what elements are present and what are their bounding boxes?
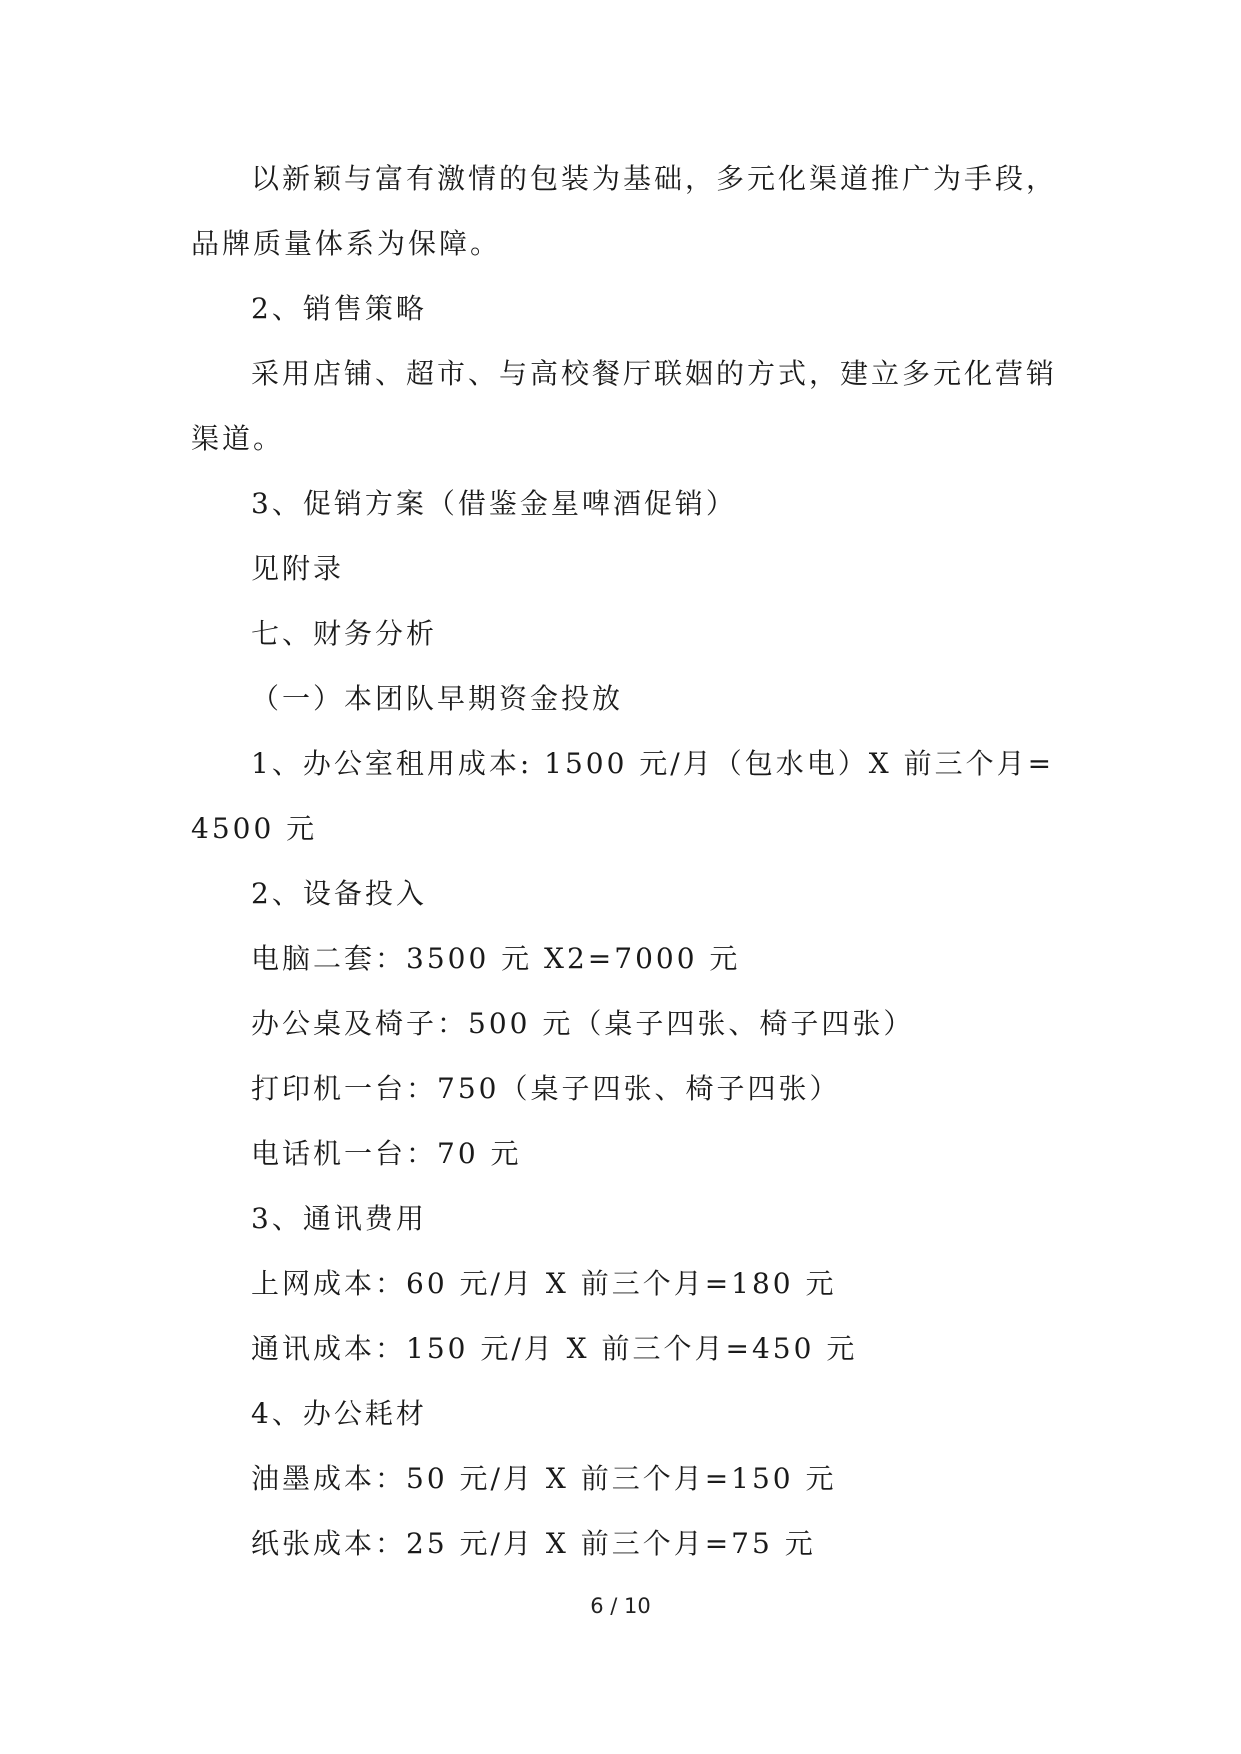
paragraph-packaging-strategy: 以新颖与富有激情的包装为基础，多元化渠道推广为手段，品牌质量体系为保障。 (191, 162, 1058, 260)
line-communication-cost: 通讯成本：150 元/月 X 前三个月=450 元 (251, 1332, 858, 1365)
heading-sales-strategy: 2、销售策略 (251, 292, 427, 325)
heading-office-supplies: 4、办公耗材 (251, 1397, 427, 1430)
heading-financial-analysis: 七、财务分析 (251, 617, 438, 650)
paragraph-sales-channels: 采用店铺、超市、与高校餐厅联姻的方式，建立多元化营销渠道。 (191, 357, 1058, 455)
line-desks-chairs: 办公桌及椅子：500 元（桌子四张、椅子四张） (251, 1007, 915, 1040)
paragraph-office-rent: 1、办公室租用成本: 1500 元/月（包水电）X 前三个月=4500 元 (191, 747, 1055, 845)
paragraph-see-appendix: 见附录 (251, 552, 345, 585)
heading-initial-capital: （一）本团队早期资金投放 (251, 682, 624, 715)
line-printer: 打印机一台：750（桌子四张、椅子四张） (251, 1072, 841, 1105)
line-telephone: 电话机一台：70 元 (251, 1137, 522, 1170)
line-paper-cost: 纸张成本：25 元/月 X 前三个月=75 元 (251, 1527, 816, 1560)
heading-promotion-plan: 3、促销方案（借鉴金星啤酒促销） (251, 487, 737, 520)
page-number: 6 / 10 (590, 1594, 651, 1618)
line-computers: 电脑二套：3500 元 X2=7000 元 (251, 942, 741, 975)
document-body (191, 160, 1071, 1576)
line-ink-cost: 油墨成本：50 元/月 X 前三个月=150 元 (251, 1462, 837, 1495)
line-internet-cost: 上网成本：60 元/月 X 前三个月=180 元 (251, 1267, 837, 1300)
heading-communication-costs: 3、通讯费用 (251, 1202, 427, 1235)
heading-equipment: 2、设备投入 (251, 877, 427, 910)
